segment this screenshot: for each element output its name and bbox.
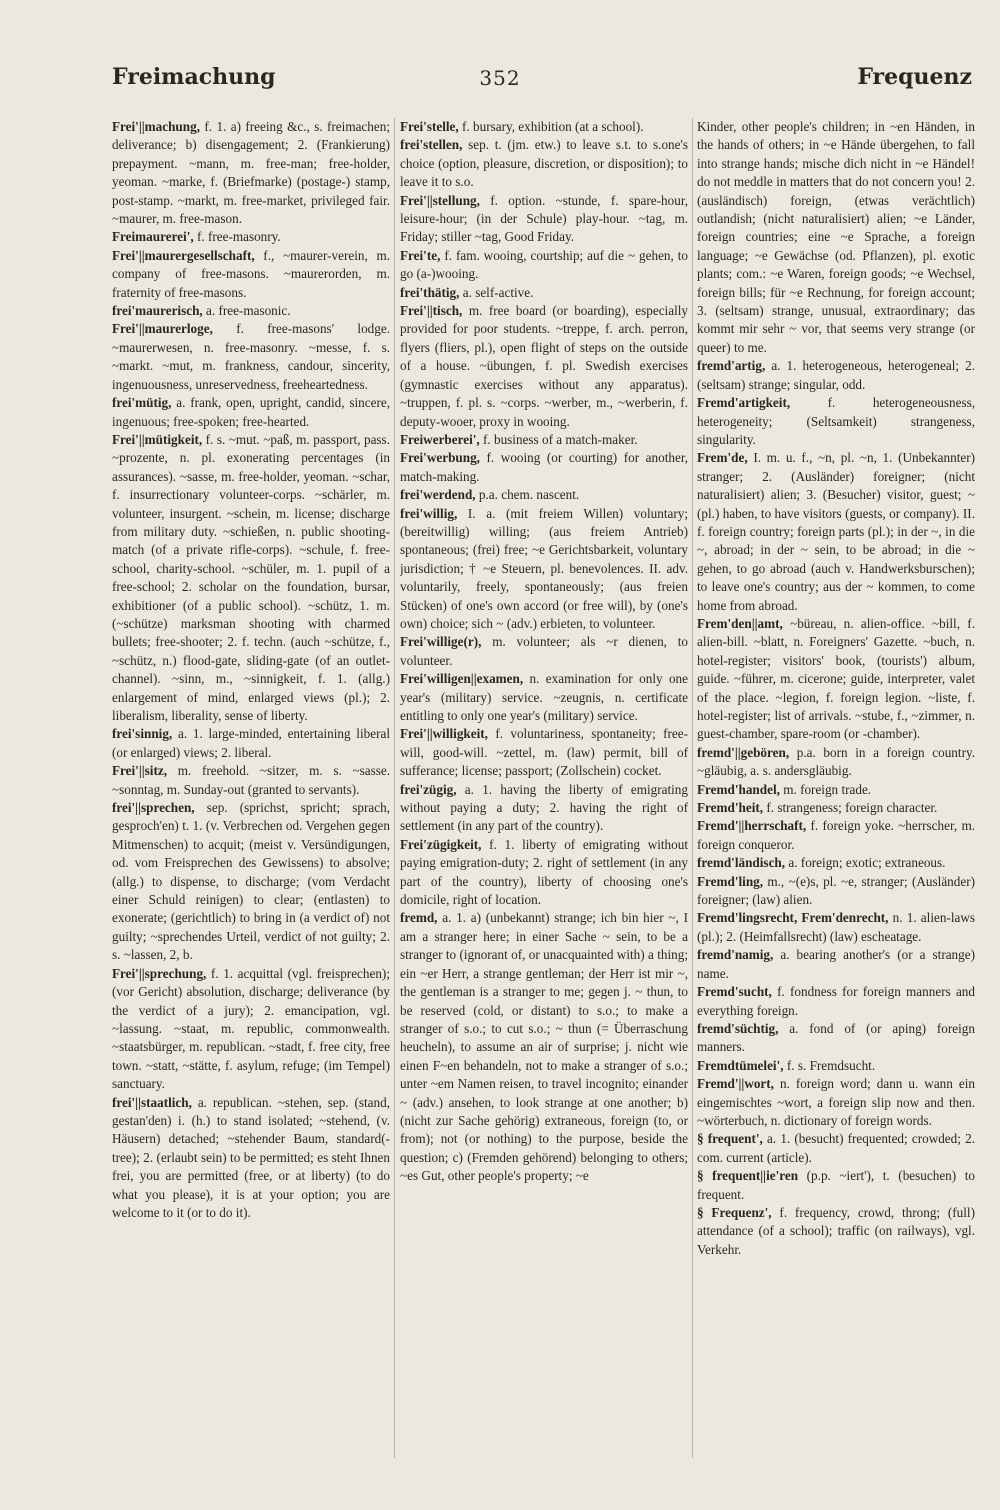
entry-headword: § frequent',: [697, 1131, 763, 1147]
entry-definition: a. 1. having the liberty of emigrating without paying a duty; 2. having the right of settlement (in any part of the country).: [400, 781, 688, 834]
entry-headword: Frei'||machung,: [112, 119, 200, 134]
entry-definition: f. fondness for foreign manners and everything foreign.: [697, 984, 975, 1018]
entry-definition: Kinder, other people's children; in ~en Händen, in the hands of others; in ~e Hände übergehen, to fall into strange hands; mische dich nicht in ~e Händel! do not meddle in matters that do not concern you! 2. (ausländisch) foreign, (etwas verächtlich) outlandish; (nicht naturalisiert) alien; ~e Länder, foreign countries; eine ~e Sprache, a foreign language; ~e Gewächse (od. Pflanzen), pl. exotic plants; com.: ~e Waren, foreign goods; ~e Wechsel, foreign bills; für ~e Rechnung, for foreign account; 3. (seltsam) strange, unusual, extraordinary; das kommt mir sehr ~ vor, that seems very strange (or queer) to me.: [697, 119, 975, 355]
entry-definition: p.a. chem. nascent.: [475, 487, 580, 503]
entry-definition: f. wooing (or courting) for another, match-making.: [400, 450, 688, 484]
entry-definition: f. heterogeneousness, heterogeneity; (Seltsamkeit) strangeness, singularity.: [697, 395, 975, 447]
entry-definition: a. bearing another's (or a strange) name.: [697, 947, 975, 981]
dictionary-entry: [697, 1204, 975, 1259]
entry-headword: § frequent||ie'ren: [697, 1168, 799, 1184]
entry-headword: Fremd'ling,: [697, 873, 764, 889]
entry-definition: a. frank, open, upright, candid, sincere, ingenuous; free-spoken; free-hearted.: [112, 395, 390, 429]
dictionary-entry: [400, 449, 688, 486]
entry-definition: f. bursary, exhibition (at a school).: [458, 119, 644, 134]
entry-headword: frei'willig,: [400, 505, 458, 521]
dictionary-entry: [112, 302, 390, 320]
dictionary-entry: [697, 817, 975, 854]
entry-definition: m. foreign trade.: [779, 781, 872, 797]
entry-headword: Frem'den||amt,: [697, 615, 783, 631]
entry-headword: Freimaurerei',: [112, 229, 194, 245]
running-head-right: Frequenz: [857, 64, 972, 90]
entry-definition: a. republican. ~stehen, sep. (stand, gestan'den) i. (h.) to stand isolated; ~stehend, (v. Häusern) detached; ~stehender Baum, standard(-tree); 2. (erlaubt sein) to be permitted; es steht Ihnen frei, you are permitted (free, or at liberty) (to do what you please), it is at your option; you are welcome to it (or to do it).: [112, 1094, 390, 1220]
dictionary-entry: [697, 615, 975, 744]
dictionary-entry: [112, 228, 390, 246]
dictionary-entry: [697, 744, 975, 781]
entry-definition: m. freehold. ~sitzer, m. s. ~sasse. ~sonntag, m. Sunday-out (granted to servants).: [112, 763, 390, 797]
entry-definition: f. free-masons' lodge. ~maurerwesen, n. free-masonry. ~messe, f. s. ~markt. ~mut, m. frankness, candour, sincerity, ingenuousness, unreservedness, freeheartedness.: [112, 321, 390, 392]
entry-headword: frei'zügig,: [400, 781, 457, 797]
entry-headword: fremd'artig,: [697, 358, 766, 374]
dictionary-entry: [697, 1020, 975, 1057]
entry-definition: n. foreign word; dann u. wann ein eingemischtes ~wort, a foreign slip now and then. ~wörterbuch, n. dictionary of foreign words.: [697, 1076, 975, 1128]
dictionary-entry: [400, 302, 688, 431]
entry-headword: frei'stellen,: [400, 137, 463, 153]
entry-definition: f. foreign yoke. ~herrscher, m. foreign conqueror.: [697, 818, 975, 852]
dictionary-entry: [112, 799, 390, 965]
dictionary-entry: [112, 725, 390, 762]
dictionary-entry: [112, 431, 390, 726]
entry-headword: Freiwerberei',: [400, 431, 480, 447]
entry-definition: f. 1. acquittal (vgl. freisprechen); (vor Gericht) absolution, discharge; deliverance (by the verdict of a jury); 2. emancipation, vgl. ~lassung. ~staat, m. republic, commonwealth. ~staatsbürger, m. republican. ~stadt, f. free city, free town. ~statt, ~stätte, f. asylum, refuge; (im Tempel) sanctuary.: [112, 965, 390, 1092]
entry-definition: f. business of a match-maker.: [479, 431, 638, 447]
entry-definition: sep. (sprichst, spricht; sprach, gesproch'en) t. 1. (v. Verbrechen od. Vergehen gegen Mitmenschen) to acquit; (meist v. Versündigungen, od. vom Freisprechen des Gewissens) to absolve; (allg.) to dispense, to discharge; (vom Verdacht einer Schuld reinigen) to clear; (entlasten) to exonerate; (gerichtlich) to bring in (a verdict of) not guilty; ~sprechendes Urteil, verdict of not guilty; 2. s. ~lassen, 2, b.: [112, 800, 390, 963]
entry-definition: p.a. born in a foreign country. ~gläubig, a. s. andersgläubig.: [697, 744, 975, 779]
entry-headword: Fremd'lingsrecht, Frem'denrecht,: [697, 910, 889, 926]
dictionary-entry: [697, 854, 975, 872]
entry-headword: Frei'te,: [400, 247, 441, 263]
entry-definition: I. a. (mit freiem Willen) voluntary; (bereitwillig) willing; (aus freiem Antrieb) spontaneous; (frei) free; ~e Gerichtsbarkeit, voluntary jurisdiction; † ~e Steuern, pl. benevolences. II. adv. voluntarily, freely, spontaneously; (aus freien Stücken) of one's own accord (or free will), by (one's own) choice; sich ~ (adv.) erbieten, to volunteer.: [400, 505, 688, 631]
dictionary-entry: [400, 781, 688, 836]
entry-definition: f. option. ~stunde, f. spare-hour, leisure-hour; (in der Schule) play-hour. ~tag, m. Friday; stiller ~tag, Good Friday.: [400, 192, 688, 245]
dictionary-entry: [697, 1075, 975, 1130]
entry-definition: a. free-masonic.: [202, 303, 291, 319]
dictionary-entry: [697, 909, 975, 946]
entry-definition: a. 1. (besucht) frequented; crowded; 2. com. current (article).: [697, 1131, 975, 1165]
entry-headword: Frei'||tisch,: [400, 303, 463, 319]
entry-headword: frei'maurerisch,: [112, 303, 203, 319]
entry-headword: Frei'||stellung,: [400, 192, 480, 208]
entry-headword: § Frequenz',: [697, 1204, 772, 1220]
entry-definition: f. fam. wooing, courtship; auf die ~ gehen, to go (a-)wooing.: [400, 247, 688, 282]
entry-headword: Frei'||mütigkeit,: [112, 431, 203, 447]
entry-headword: frei'thätig,: [400, 284, 460, 300]
entry-headword: frei'mütig,: [112, 395, 172, 411]
entry-definition: n. 1. alien-laws (pl.); 2. (Heimfallsrecht) (law) escheatage.: [697, 910, 975, 944]
dictionary-entry: [112, 247, 390, 302]
entry-headword: Frei'||sitz,: [112, 763, 167, 779]
entry-headword: fremd'ländisch,: [697, 855, 786, 871]
entry-definition: f. strangeness; foreign character.: [763, 800, 938, 816]
dictionary-entry: [112, 320, 390, 394]
entry-headword: frei'werdend,: [400, 487, 476, 503]
entry-headword: fremd'süchtig,: [697, 1020, 779, 1036]
entry-definition: a. fond of (or aping) foreign manners.: [697, 1020, 975, 1055]
dictionary-entry: [697, 357, 975, 394]
entry-definition: m., ~(e)s, pl. ~e, stranger; (Ausländer) foreigner; (law) alien.: [697, 873, 975, 908]
dictionary-entry: [400, 192, 688, 247]
dictionary-entry: [112, 762, 390, 799]
column-rule: [394, 118, 395, 1458]
entry-headword: fremd'namig,: [697, 947, 774, 963]
entry-headword: Frei'||maurerloge,: [112, 321, 213, 337]
entry-headword: Frem'de,: [697, 450, 748, 466]
entry-headword: Fremd'heit,: [697, 800, 764, 816]
dictionary-entry: [400, 431, 688, 449]
entry-headword: Frei'stelle,: [400, 119, 459, 134]
dictionary-entry: [697, 946, 975, 983]
entry-definition: n. examination for only one year's (military) service. ~zeugnis, n. certificate entitling to only one year's (military) service.: [400, 671, 688, 723]
page-number: 352: [479, 66, 521, 90]
dictionary-entry: [400, 118, 688, 136]
dictionary-entry: [400, 670, 688, 725]
entry-definition: ~büreau, n. alien-office. ~bill, f. alien-bill. ~blatt, n. Foreigners' Gazette. ~buch, n. hotel-register; visitors' book, (tourists') album, guide. ~führer, m. cicerone; guide, interpreter, valet of the place. ~legion, f. foreign legion. ~liste, f. hotel-register; list of arrivals. ~stube, f., ~zimmer, n. guest-chamber, spare-room (or -chamber).: [697, 615, 975, 742]
entry-definition: I. m. u. f., ~n, pl. ~n, 1. (Unbekannter) stranger; 2. (Ausländer) foreigner; (nicht naturalisiert) alien; 3. (Besucher) visitor, guest; ~ (pl.) haben, to have visitors (guests, or company). II. f. foreign country; foreign parts (pl.); in der ~, in die ~, abroad; in der ~ sein, to be abroad; in die ~ gehen, to go abroad (auch v. Handwerksburschen); to leave one's country; aus der ~ kommen, to come home from abroad.: [697, 450, 975, 613]
dictionary-entry: [697, 873, 975, 910]
entry-headword: Frei'willige(r),: [400, 634, 482, 650]
entry-definition: m. volunteer; als ~r dienen, to volunteer.: [400, 634, 688, 668]
dictionary-entry: [112, 965, 390, 1094]
dictionary-entry: [112, 118, 390, 228]
entry-definition: f. free-masonry.: [193, 229, 281, 245]
entry-headword: fremd'||gebören,: [697, 744, 790, 760]
column-1: [112, 118, 390, 1468]
entry-definition: m. free board (or boarding), especially provided for poor students. ~treppe, f. arch. perron, flyers (fliers, pl.), open flight of steps on the outside of a house. ~übungen, f. pl. Swedish exercises (gymnastic exercises without any apparatus). ~truppen, f. pl. s. ~corps. ~werber, m., ~werberin, f. deputy-wooer, proxy in wooing.: [400, 303, 688, 429]
dictionary-entry: [400, 505, 688, 634]
entry-headword: frei'sinnig,: [112, 726, 173, 742]
dictionary-entry: [400, 633, 688, 670]
dictionary-entry: [400, 136, 688, 191]
column-rule: [692, 118, 693, 1458]
entry-definition: f. voluntariness, spontaneity; free-will, good-will. ~zettel, m. (law) permit, bill of sufferance; license; passport; (Zollschein) cocket.: [400, 726, 688, 779]
entry-definition: a. 1. large-minded, entertaining liberal (or enlarged) views; 2. liberal.: [112, 726, 390, 760]
dictionary-entry: [112, 394, 390, 431]
entry-headword: Fremd'handel,: [697, 781, 780, 797]
dictionary-entry: [697, 1167, 975, 1204]
entry-definition: a. self-active.: [459, 284, 534, 300]
entry-definition: f. 1. a) freeing &c., s. freimachen; deliverance; b) disengagement; 2. (Frankierung) prepayment. ~mann, m. free-man; free-holder, yeoman. ~marke, f. (Briefmarke) (postage-) stamp, post-stamp. ~markt, m. free-market, privileged fair. ~maurer, m. free-mason.: [112, 119, 390, 227]
dictionary-entry: [400, 836, 688, 910]
dictionary-entry: [112, 1094, 390, 1223]
entry-headword: Fremd'sucht,: [697, 984, 772, 1000]
entry-headword: Fremd'artigkeit,: [697, 395, 791, 411]
entry-definition: f., ~maurer-verein, m. company of free-masons. ~maurerorden, m. fraternity of free-masons.: [112, 247, 390, 300]
entry-definition: (p.p. ~iert'), t. (besuchen) to frequent.: [697, 1168, 975, 1202]
dictionary-entry: [697, 449, 975, 615]
dictionary-entry: [400, 247, 688, 284]
dictionary-entry: [697, 118, 975, 357]
entry-definition: a. 1. heterogeneous, heterogeneal; 2. (seltsam) strange; singular, odd.: [697, 358, 975, 392]
dictionary-entry: [400, 486, 688, 504]
column-2: [400, 118, 688, 1468]
entry-definition: a. foreign; exotic; extraneous.: [785, 855, 946, 871]
entry-headword: frei'||sprechen,: [112, 800, 195, 816]
entry-headword: Frei'||willigkeit,: [400, 726, 488, 742]
dictionary-entry: [697, 394, 975, 449]
entry-definition: f. s. ~mut. ~paß, m. passport, pass. ~prozente, n. pl. exonerating percentages (in assurances). ~sasse, m. free-holder, yeoman. ~schar, f. insurrectionary volunteer-corps. ~schärler, m. volunteer, insurgent. ~schein, m. license; discharge from military duty. ~schießen, n. public shooting-match (of a private rifle-corps). ~schule, f. free-school, charity-school. ~schüler, m. 1. pupil of a free-school; 2. scholar on the foundation, bursar, exhibitioner (of a public school). ~schütz, 1. m. (~schütze) marksman shooting with charmed bullets; free-shooter; 2. f. techn. (auch ~schütze, f., ~schütz, n.) flood-gate, sliding-gate (of an outlet-channel). ~sinn, m., ~sinnigkeit, f. 1. (allg.) enlargement of mind, enlarged views (pl.); 2. liberalism, liberality, sense of liberty.: [112, 431, 390, 723]
entry-headword: Frei'zügigkeit,: [400, 836, 482, 852]
dictionary-entry: [697, 983, 975, 1020]
entry-headword: Frei'willigen||examen,: [400, 671, 524, 687]
dictionary-entry: [400, 909, 688, 1185]
entry-definition: f. frequency, crowd, throng; (full) attendance (of a school); traffic (on railways), vgl. Verkehr.: [697, 1204, 975, 1257]
column-3: [697, 118, 975, 1468]
entry-definition: f. 1. liberty of emigrating without paying emigration-duty; 2. right of settlement (in any part of the country), liberty of choosing one's domicile, right of location.: [400, 836, 688, 908]
entry-headword: Frei'||maurergesellschaft,: [112, 247, 255, 263]
running-head-left: Freimachung: [112, 64, 276, 90]
entry-definition: a. 1. a) (unbekannt) strange; ich bin hier ~, I am a stranger here; in einer Sache ~ sein, to be a stranger to (ignorant of, or unacquainted with) a thing; ein ~er Herr, a strange gentleman; der Herr ist mir ~, the gentleman is a stranger to me; gegen j. ~ thun, to be reserved (cold, or distant) to s.o.; to make a stranger of s.o.; to cut s.o.; ~ thun (= Überraschung heucheln), to assume an air of surprise; j. nicht wie einen F~en behandeln, not to make a stranger of s.o.; unter ~em Namen reisen, to travel incognito; einander ~ (adv.) ansehen, to look strange at one another; b) (nicht zur Sache gehörig) extraneous, foreign (to, or from); not (or nothing) to the purpose, beside the question; c) (Fremden gehörend) belonging to others; ~es Gut, other people's property; ~e: [400, 910, 688, 1184]
entry-definition: sep. t. (jm. etw.) to leave s.t. to s.one's choice (option, pleasure, discretion, or disposition); to leave it to s.o.: [400, 137, 688, 190]
entry-headword: Fremd'||wort,: [697, 1076, 774, 1092]
entry-headword: Frei'werbung,: [400, 450, 480, 466]
entry-headword: Fremdtümelei',: [697, 1057, 784, 1073]
dictionary-entry: [697, 781, 975, 799]
entry-headword: frei'||staatlich,: [112, 1094, 192, 1110]
entry-definition: f. s. Fremdsucht.: [783, 1057, 876, 1073]
dictionary-entry: [400, 284, 688, 302]
dictionary-entry: [697, 1130, 975, 1167]
dictionary-entry: [697, 799, 975, 817]
entry-headword: Fremd'||herrschaft,: [697, 818, 807, 834]
dictionary-entry: [697, 1057, 975, 1075]
entry-headword: Frei'||sprechung,: [112, 965, 207, 981]
entry-headword: fremd,: [400, 910, 438, 926]
dictionary-entry: [400, 725, 688, 780]
